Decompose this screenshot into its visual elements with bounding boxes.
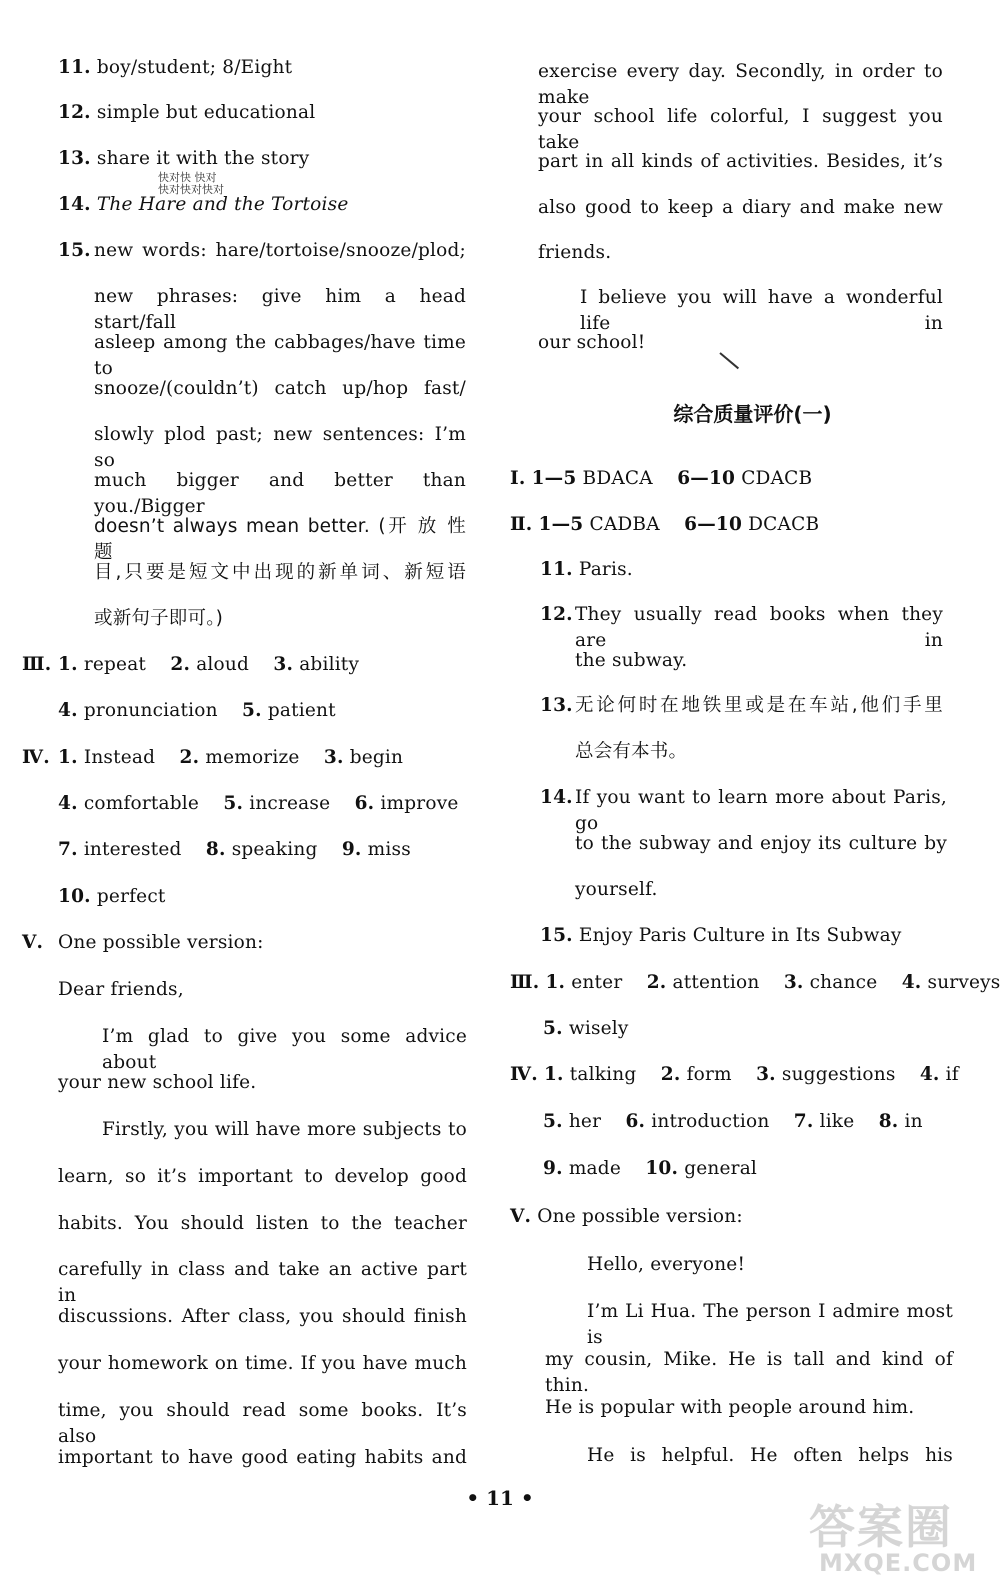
section-4-row: 1. Instead 2. memorize 3. begin [58,747,404,768]
section-1-row: Ⅰ. 1—5 BDACA 6—10 CDACB [510,468,813,489]
essay-line: exercise every day. Secondly, in order to make [538,61,943,108]
answer-13: 13. share it with the story [58,148,310,169]
essay-line: I’m glad to give you some advice about [102,1026,467,1073]
section-4-row: 10. perfect [58,886,166,907]
section-4-row: 9. made 10. general [543,1158,758,1179]
section-4-row: 5. her 6. introduction 7. like 8. in [543,1111,923,1132]
essay-line: our school! [538,332,646,353]
section-4-row: Ⅳ. 1. talking 2. form 3. suggestions 4. if [510,1064,959,1085]
answer-15-line: 目,只要是短文中出现的新单词、新短语 [94,562,466,583]
answer-12-line: They usually read books when they are in [575,604,943,651]
answer-15-line: much bigger and better than you./Bigger [94,470,466,517]
answer-15-line: 或新句子即可。) [94,608,224,629]
speech-line: He is helpful. He often helps his [587,1445,953,1466]
section-5-label: Ⅴ. [22,932,44,953]
answer-11: 11. Paris. [540,559,633,580]
essay-line: friends. [538,242,612,263]
essay-line: learn, so it’s important to develop good [58,1166,467,1187]
answer-12-line: the subway. [575,650,688,671]
section-3-row: Ⅲ. 1. enter 2. attention 3. chance 4. surveys [510,972,1000,993]
answer-13-line: 总会有本书。 [575,741,688,762]
page-number: • 11 • [466,1486,534,1510]
section-3-row: 1. repeat 2. aloud 3. ability [58,654,360,675]
section-5-intro: One possible version: [58,932,264,953]
stray-mark [719,352,739,369]
essay-line: habits. You should listen to the teacher [58,1213,467,1234]
watermark-logo [809,1491,978,1586]
answer-14: 14. The Hare and the Tortoise [58,194,349,215]
essay-line: carefully in class and take an active part in [58,1259,467,1306]
essay-line: time, you should read some books. It’s also [58,1400,467,1447]
letter-greeting: Dear friends, [58,979,184,1000]
answer-14-line: to the subway and enjoy its culture by [575,833,947,854]
essay-line: your new school life. [58,1072,257,1093]
essay-line: discussions. After class, you should finish [58,1306,467,1327]
answer-15-num: 15. [58,240,91,261]
section-3-label: Ⅲ. [22,654,52,675]
scribble-annotation: 快对快 快对 快对快对快对 [158,171,224,196]
answer-14-num: 14. [540,787,573,808]
answer-14-line: yourself. [575,879,658,900]
speech-line: my cousin, Mike. He is tall and kind of thin. [545,1349,953,1396]
essay-line: your school life colorful, I suggest you take [538,106,943,153]
answer-15-line: new words: hare/tortoise/snooze/plod; [94,240,466,261]
answer-11: 11. boy/student; 8/Eight [58,57,293,78]
watermark-url: MXQE.COM [819,1549,978,1577]
answer-13-line: 无论何时在地铁里或是在车站,他们手里 [575,695,943,716]
answer-14-line: If you want to learn more about Paris, go [575,787,947,834]
section-2-row: Ⅱ. 1—5 CADBA 6—10 DCACB [510,514,820,535]
answer-15: 15. Enjoy Paris Culture in Its Subway [540,925,902,946]
watermark-text: 答案圈 [809,1500,953,1554]
answer-15-line: asleep among the cabbages/have time to [94,332,466,379]
essay-line: your homework on time. If you have much [58,1353,467,1374]
answer-15-line: doesn’t always mean better. (开 放 性 题 [94,516,466,563]
answer-15-line: snooze/(couldn’t) catch up/hop fast/ [94,378,466,399]
answer-12: 12. simple but educational [58,102,316,123]
essay-line: Firstly, you will have more subjects to [102,1119,467,1140]
answer-13-num: 13. [540,695,573,716]
essay-line: important to have good eating habits and [58,1447,467,1468]
section-5-intro: Ⅴ. One possible version: [510,1206,743,1227]
section-4-row: 4. comfortable 5. increase 6. improve [58,793,459,814]
essay-line: also good to keep a diary and make new [538,197,943,218]
section-3-row: 4. pronunciation 5. patient [58,700,336,721]
speech-line: He is popular with people around him. [545,1397,915,1418]
answer-12-num: 12. [540,604,573,625]
section-3-row: 5. wisely [543,1018,629,1039]
section-4-row: 7. interested 8. speaking 9. miss [58,839,411,860]
speech-line: I’m Li Hua. The person I admire most is [587,1301,953,1348]
essay-line: I believe you will have a wonderful life in [580,287,943,334]
section-4-label: Ⅳ. [22,747,50,768]
answer-15-line: slowly plod past; new sentences: I’m so [94,424,466,471]
section-heading: 综合质量评价(一) [673,402,832,426]
speech-line: Hello, everyone! [587,1254,746,1275]
essay-line: part in all kinds of activities. Besides, it’s [538,151,943,172]
answer-15-line: new phrases: give him a head start/fall [94,286,466,333]
